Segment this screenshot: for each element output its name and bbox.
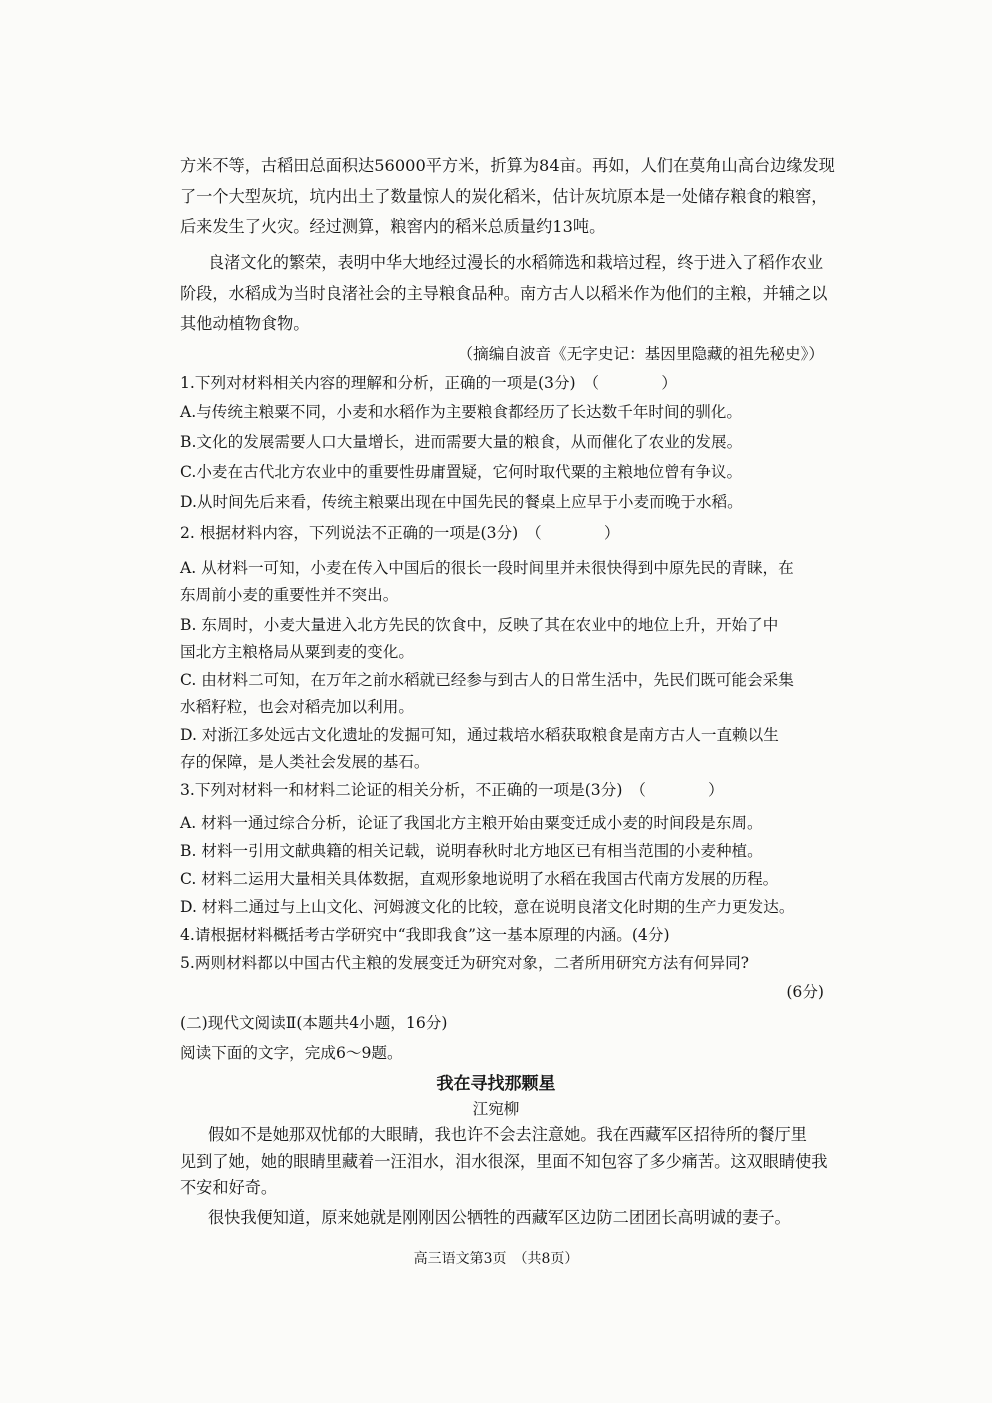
question-3-option-a: A. 材料一通过综合分析，论证了我国北方主粮开始由粟变迁成小麦的时间段是东周。 <box>180 814 763 832</box>
question-3-option-b: B. 材料一引用文献典籍的相关记载，说明春秋时北方地区已有相当范围的小麦种植。 <box>180 842 763 860</box>
section-2-instruction: 阅读下面的文字，完成6～9题。 <box>180 1044 403 1062</box>
question-1-option-c: C.小麦在古代北方农业中的重要性毋庸置疑，它何时取代粟的主粮地位曾有争议。 <box>180 463 743 481</box>
passage1-line-2: 了一个大型灰坑，坑内出土了数量惊人的炭化稻米，估计灰坑原本是一处储存粮食的粮窖， <box>180 187 828 206</box>
question-1-option-a: A.与传统主粮粟不同，小麦和水稻作为主要粮食都经历了长达数千年时间的驯化。 <box>180 403 742 421</box>
question-3-stem: 3.下列对材料一和材料二论证的相关分析，不正确的一项是(3分) （ ） <box>180 781 724 799</box>
passage2-line-2: 阶段，水稻成为当时良渚社会的主导粮食品种。南方古人以稻米作为他们的主粮，并辅之以 <box>180 284 828 303</box>
question-2-option-d-line-1: D. 对浙江多处远古文化遗址的发掘可知，通过栽培水稻获取粮食是南方古人一直赖以生 <box>180 726 779 744</box>
question-2-option-b-line-1: B. 东周时，小麦大量进入北方先民的饮食中，反映了其在农业中的地位上升，开始了中 <box>180 616 779 634</box>
passage1-line-1: 方米不等，古稻田总面积达56000平方米，折算为84亩。再如，人们在莫角山高台边缘发现 <box>180 156 835 175</box>
question-3-option-c: C. 材料二运用大量相关具体数据，直观形象地说明了水稻在我国古代南方发展的历程。 <box>180 870 779 888</box>
passage2-line-1: 良渚文化的繁荣，表明中华大地经过漫长的水稻筛选和栽培过程，终于进入了稻作农业 <box>208 253 824 272</box>
passage2-line-3: 其他动植物食物。 <box>180 314 310 333</box>
question-2-option-a-line-2: 东周前小麦的重要性并不突出。 <box>180 586 399 604</box>
question-1-option-b: B.文化的发展需要人口大量增长，进而需要大量的粮食，从而催化了农业的发展。 <box>180 433 743 451</box>
story-para1-line-3: 不安和好奇。 <box>180 1178 278 1197</box>
question-3-option-d: D. 材料二通过与上山文化、河姆渡文化的比较，意在说明良渚文化时期的生产力更发达。 <box>180 898 795 916</box>
section-2-heading: (二)现代文阅读Ⅱ(本题共4小题，16分) <box>180 1014 448 1032</box>
question-4: 4.请根据材料概括考古学研究中“我即我食”这一基本原理的内涵。(4分) <box>180 926 670 944</box>
story-para2: 很快我便知道，原来她就是刚刚因公牺牲的西藏军区边防二团团长高明诚的妻子。 <box>208 1208 791 1227</box>
question-5-stem: 5.两则材料都以中国古代主粮的发展变迁为研究对象，二者所用研究方法有何异同? <box>180 954 750 972</box>
question-1-option-d: D.从时间先后来看，传统主粮粟出现在中国先民的餐桌上应早于小麦而晚于水稻。 <box>180 493 743 511</box>
question-2-option-d-line-2: 存的保障，是人类社会发展的基石。 <box>180 753 430 771</box>
story-para1-line-1: 假如不是她那双忧郁的大眼睛，我也许不会去注意她。我在西藏军区招待所的餐厅里 <box>208 1125 807 1144</box>
story-title: 我在寻找那颗星 <box>436 1074 556 1094</box>
question-2-option-a-line-1: A. 从材料一可知，小麦在传入中国后的很长一段时间里并未很快得到中原先民的青睐，在 <box>180 559 794 577</box>
story-author: 江宛柳 <box>472 1100 520 1118</box>
question-2-option-c-line-2: 水稻籽粒，也会对稻壳加以利用。 <box>180 698 414 716</box>
passage1-line-3: 后来发生了火灾。经过测算，粮窖内的稻米总质量约13吨。 <box>180 217 606 236</box>
question-2-option-c-line-1: C. 由材料二可知，在万年之前水稻就已经参与到古人的日常生活中，先民们既可能会采集 <box>180 671 794 689</box>
question-5-points: (6分) <box>786 983 824 1001</box>
question-1-stem: 1.下列对材料相关内容的理解和分析，正确的一项是(3分) （ ） <box>180 374 677 392</box>
question-2-option-b-line-2: 国北方主粮格局从粟到麦的变化。 <box>180 643 414 661</box>
question-2-stem: 2. 根据材料内容，下列说法不正确的一项是(3分) （ ） <box>180 524 620 542</box>
source-citation: （摘编自波音《无字史记：基因里隐藏的祖先秘史》） <box>457 345 824 363</box>
story-para1-line-2: 见到了她，她的眼睛里藏着一汪泪水，泪水很深，里面不知包容了多少痛苦。这双眼睛使我 <box>180 1152 828 1171</box>
page-footer: 高三语文第3页 （共8页） <box>413 1251 579 1267</box>
